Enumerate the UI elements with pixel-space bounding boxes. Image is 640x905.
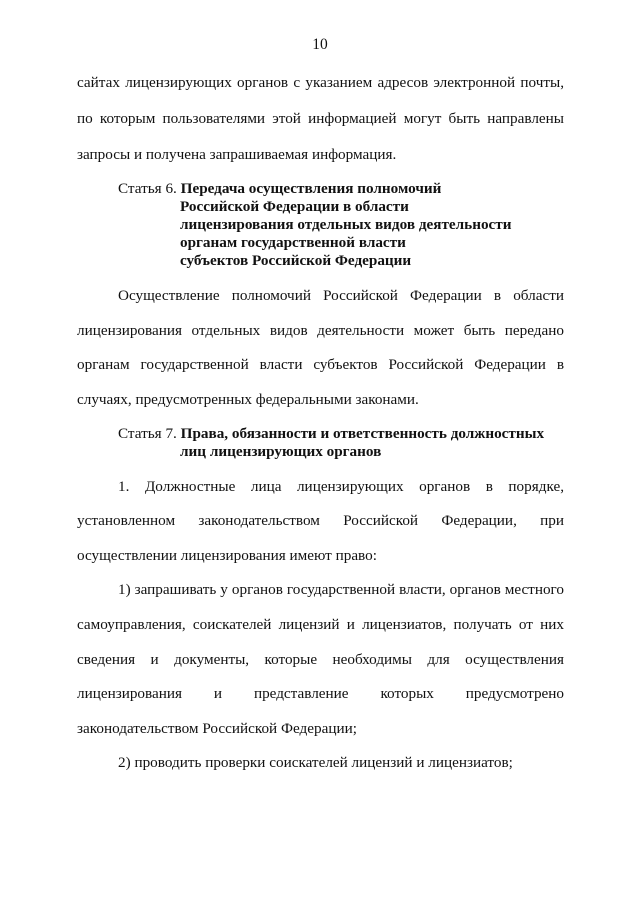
article-7-title-line: Права, обязанности и ответственность должностных: [180, 425, 545, 442]
paragraph-line: 1. Должностные лица лицензирующих органов в порядке,: [118, 478, 564, 495]
paragraph-line: органам государственной власти субъектов Российской Федерации в: [77, 356, 564, 373]
list-item-line: самоуправления, соискателей лицензий и лицензиатов, получать от них: [77, 616, 564, 633]
paragraph-line: Осуществление полномочий Российской Федерации в области: [118, 287, 564, 304]
article-6-heading: [118, 180, 441, 198]
paragraph-line: осуществлении лицензирования имеют право:: [77, 547, 377, 564]
paragraph-line: запросы и получена запрашиваемая информация.: [77, 146, 397, 163]
article-7-prefix: Статья 7.: [118, 425, 177, 442]
article-6-title-line: органам государственной власти: [180, 234, 406, 251]
article-6-title-line: Передача осуществления полномочий: [180, 180, 442, 197]
article-6-title-line: субъектов Российской Федерации: [180, 252, 412, 269]
page-number: 10: [312, 36, 328, 53]
article-6-title-line: Российской Федерации в области: [180, 198, 409, 215]
article-7-title-line: лиц лицензирующих органов: [180, 443, 382, 460]
article-6-title-line: лицензирования отдельных видов деятельности: [180, 216, 512, 233]
paragraph-line: лицензирования отдельных видов деятельности может быть передано: [77, 322, 564, 339]
list-item-line: 2) проводить проверки соискателей лицензий и лицензиатов;: [118, 754, 513, 771]
list-item-line: сведения и документы, которые необходимы для осуществления: [77, 651, 564, 668]
paragraph-line: по которым пользователями этой информацией могут быть направлены: [77, 110, 564, 127]
list-item-line: 1) запрашивать у органов государственной власти, органов местного: [118, 581, 564, 598]
paragraph-line: установленном законодательством Российской Федерации, при: [77, 512, 564, 529]
article-7-heading: [118, 425, 544, 443]
paragraph-line: сайтах лицензирующих органов с указанием адресов электронной почты,: [77, 74, 564, 91]
list-item-line: лицензирования и представление которых предусмотрено: [77, 685, 564, 702]
article-6-prefix: Статья 6.: [118, 180, 177, 197]
list-item-line: законодательством Российской Федерации;: [77, 720, 357, 737]
paragraph-line: случаях, предусмотренных федеральными законами.: [77, 391, 419, 408]
